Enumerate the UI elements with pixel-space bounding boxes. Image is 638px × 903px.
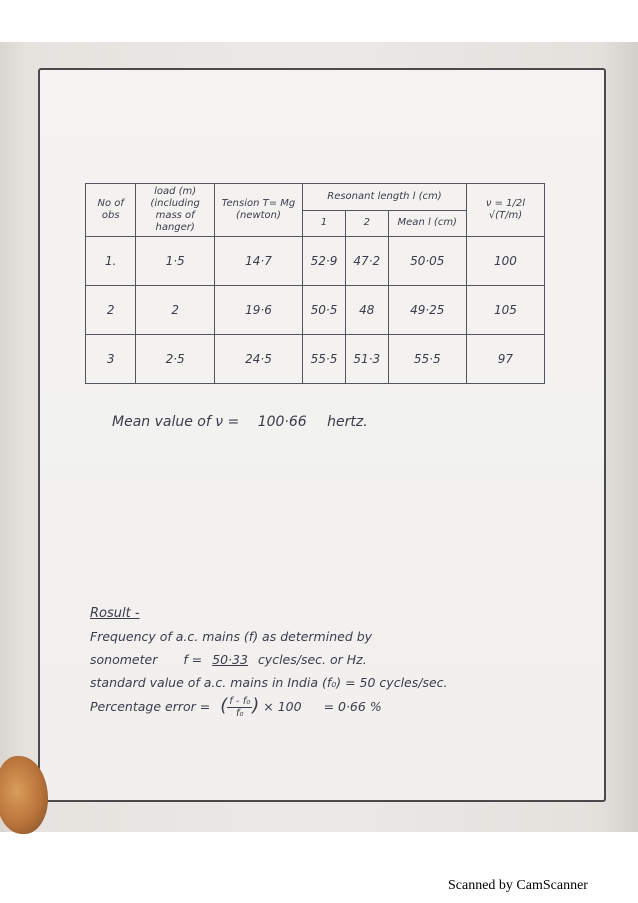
- observation-table: [85, 183, 545, 384]
- header-tension: Tension T= Mg (newton): [214, 184, 302, 237]
- result-times-100: × 100: [263, 699, 302, 714]
- fraction-denominator: f₀: [235, 708, 244, 719]
- cell-obs: 3: [86, 335, 136, 384]
- table-row: [86, 335, 545, 384]
- result-error-label: Percentage error =: [90, 699, 211, 714]
- result-line-f: [90, 648, 590, 671]
- notebook-page: [38, 68, 606, 802]
- result-heading: Rosult -: [90, 606, 140, 621]
- cell-l1: 52·9: [303, 237, 346, 286]
- cell-l1: 55·5: [303, 335, 346, 384]
- result-line-3: [90, 694, 590, 719]
- table-row: [86, 237, 545, 286]
- result-error-value: = 0·66 %: [323, 699, 382, 714]
- header-l1: 1: [303, 210, 346, 237]
- cell-load: 1·5: [136, 237, 215, 286]
- mean-value-unit: hertz.: [327, 414, 368, 430]
- mean-value-number: 100·66: [257, 414, 307, 430]
- result-line-2: standard value of a.c. mains in India (f₀) = 50 cycles/sec.: [90, 675, 448, 690]
- result-f-unit: cycles/sec. or Hz.: [257, 652, 367, 667]
- close-paren: ): [252, 695, 260, 716]
- cell-obs: 1.: [86, 237, 136, 286]
- cell-obs: 2: [86, 286, 136, 335]
- cell-tension: 14·7: [214, 237, 302, 286]
- cell-mean: 50·05: [388, 237, 466, 286]
- header-nu: ν = 1/2l √(T/m): [466, 184, 544, 237]
- result-sonometer: sonometer: [90, 652, 158, 667]
- scanned-by-watermark: Scanned by CamScanner: [448, 878, 588, 893]
- cell-nu: 100: [466, 237, 544, 286]
- result-f-label: f =: [183, 652, 203, 667]
- header-obs: No of obs: [86, 184, 136, 237]
- mean-value-label: Mean value of ν =: [112, 414, 240, 430]
- table-header-row: [86, 184, 545, 211]
- header-l2: 2: [345, 210, 388, 237]
- cell-l1: 50·5: [303, 286, 346, 335]
- cell-l2: 47·2: [345, 237, 388, 286]
- result-line-1: Frequency of a.c. mains (f) as determined by: [90, 629, 373, 644]
- table-row: [86, 286, 545, 335]
- cell-l2: 48: [345, 286, 388, 335]
- cell-mean: 55·5: [388, 335, 466, 384]
- fraction-numerator: f - f₀: [229, 696, 251, 707]
- header-load: load (m) (including mass of hanger): [136, 184, 215, 237]
- cell-l2: 51·3: [345, 335, 388, 384]
- header-mean-l: Mean l (cm): [388, 210, 466, 237]
- error-fraction: [227, 696, 252, 719]
- cell-nu: 97: [466, 335, 544, 384]
- open-paren: (: [220, 695, 228, 716]
- mean-value-line: [112, 414, 368, 430]
- cell-tension: 19·6: [214, 286, 302, 335]
- result-section: [90, 602, 590, 719]
- cell-load: 2·5: [136, 335, 215, 384]
- result-f-value: 50·33: [212, 652, 248, 667]
- cell-tension: 24·5: [214, 335, 302, 384]
- header-resonant-length: Resonant length l (cm): [303, 184, 467, 211]
- cell-mean: 49·25: [388, 286, 466, 335]
- cell-nu: 105: [466, 286, 544, 335]
- cell-load: 2: [136, 286, 215, 335]
